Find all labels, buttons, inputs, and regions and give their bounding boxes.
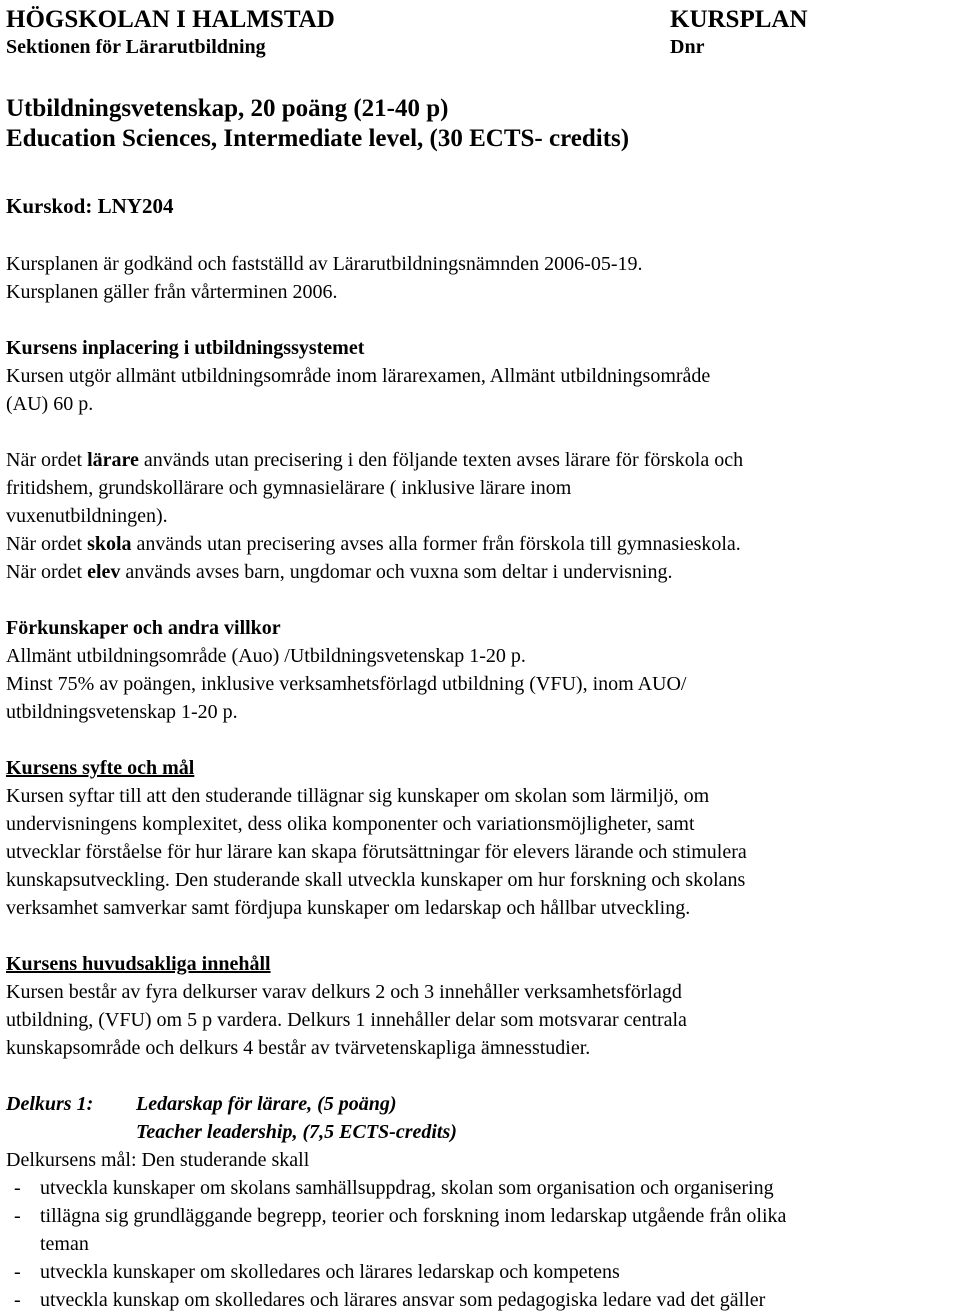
approval-line-1: Kursplanen är godkänd och fastställd av Lärarutbildningsnämnden 2006-05-19.	[6, 253, 643, 275]
aim-line-4: kunskapsutveckling. Den studerande skall utveckla kunskaper om hur forskning och skolans	[6, 869, 746, 891]
content-line-1: Kursen består av fyra delkurser varav delkurs 2 och 3 innehåller verksamhetsförlagd	[6, 981, 682, 1003]
goal-item	[6, 1202, 786, 1230]
definition-line-3: vuxenutbildningen).	[6, 505, 168, 527]
bullet-dash: -	[14, 1177, 21, 1199]
prerequisites-line-3: utbildningsvetenskap 1-20 p.	[6, 701, 238, 723]
goal-text: utveckla kunskap om skolledares och lärares ansvar som pedagogiska ledare vad det gäller	[40, 1289, 766, 1311]
aim-line-2: undervisningens komplexitet, dess olika komponenter och variationsmöjligheter, samt	[6, 813, 695, 835]
content-line-3: kunskapsområde och delkurs 4 består av tvärvetenskapliga ämnesstudier.	[6, 1037, 591, 1059]
bullet-dash: -	[14, 1261, 21, 1283]
delkurs1-title-sv: Ledarskap för lärare, (5 poäng)	[136, 1093, 397, 1115]
prerequisites-line-1: Allmänt utbildningsområde (Auo) /Utbildningsvetenskap 1-20 p.	[6, 645, 526, 667]
header-right	[670, 6, 808, 60]
header-left	[6, 6, 335, 60]
delkurs1-title-en: Teacher leadership, (7,5 ECTS-credits)	[136, 1121, 457, 1143]
course-code: Kurskod: LNY204	[6, 194, 174, 218]
document-type: KURSPLAN	[670, 6, 808, 33]
content-heading: Kursens huvudsakliga innehåll	[6, 953, 271, 975]
document-page	[6, 0, 956, 1311]
content-line-2: utbildning, (VFU) om 5 p vardera. Delkurs 1 innehåller delar som motsvarar centrala	[6, 1009, 687, 1031]
definition-line-1	[6, 446, 743, 474]
aim-heading: Kursens syfte och mål	[6, 757, 195, 779]
prerequisites-line-2: Minst 75% av poängen, inklusive verksamhetsförlagd utbildning (VFU), inom AUO/	[6, 673, 687, 695]
placement-heading: Kursens inplacering i utbildningssystemet	[6, 337, 365, 359]
goal-item	[6, 1286, 765, 1314]
placement-line-2: (AU) 60 p.	[6, 393, 94, 415]
course-title	[6, 94, 629, 154]
aim-line-5: verksamhet samverkar samt fördjupa kunskaper om ledarskap och hållbar utveckling.	[6, 897, 691, 919]
dnr-label: Dnr	[670, 36, 705, 58]
goal-item	[6, 1258, 620, 1286]
bullet-dash: -	[14, 1289, 21, 1311]
goal-text: utveckla kunskaper om skolledares och lärares ledarskap och kompetens	[40, 1261, 620, 1283]
placement-line-1: Kursen utgör allmänt utbildningsområde inom lärarexamen, Allmänt utbildningsområde	[6, 365, 711, 387]
def3-term: elev	[87, 561, 121, 583]
course-title-en: Education Sciences, Intermediate level, (30 ECTS- credits)	[6, 125, 630, 152]
def3-pre: När ordet	[6, 561, 88, 583]
def2-post: används utan precisering avses alla former från förskola till gymnasieskola.	[131, 533, 741, 555]
prerequisites-heading: Förkunskaper och andra villkor	[6, 617, 281, 639]
delkurs1-label: Delkurs 1:	[6, 1093, 94, 1115]
goal-item-continuation: teman	[40, 1233, 89, 1255]
def1-term: lärare	[87, 449, 139, 471]
goal-item	[6, 1174, 774, 1202]
definition-line-5	[6, 558, 673, 586]
def2-term: skola	[87, 533, 132, 555]
aim-line-1: Kursen syftar till att den studerande tillägnar sig kunskaper om skolan som lärmiljö, om	[6, 785, 710, 807]
definition-line-2: fritidshem, grundskollärare och gymnasielärare ( inklusive lärare inom	[6, 477, 572, 499]
def1-post: används utan precisering i den följande texten avses lärare för förskola och	[138, 449, 744, 471]
course-title-sv: Utbildningsvetenskap, 20 poäng (21-40 p)	[6, 95, 449, 122]
school-name: HÖGSKOLAN I HALMSTAD	[6, 6, 335, 33]
approval-line-2: Kursplanen gäller från vårterminen 2006.	[6, 281, 338, 303]
section-name: Sektionen för Lärarutbildning	[6, 36, 266, 58]
document-header	[6, 0, 956, 72]
goal-text: utveckla kunskaper om skolans samhällsuppdrag, skolan som organisation och organisering	[40, 1177, 774, 1199]
definition-line-4	[6, 530, 741, 558]
goal-text: tillägna sig grundläggande begrepp, teorier och forskning inom ledarskap utgående från olika	[40, 1205, 787, 1227]
def1-pre: När ordet	[6, 449, 88, 471]
bullet-dash: -	[14, 1205, 21, 1227]
delkurs1-goals-intro: Delkursens mål: Den studerande skall	[6, 1149, 310, 1171]
def3-post: används avses barn, ungdomar och vuxna som deltar i undervisning.	[120, 561, 673, 583]
def2-pre: När ordet	[6, 533, 88, 555]
aim-line-3: utvecklar förståelse för hur lärare kan skapa förutsättningar för elevers lärande och stimulera	[6, 841, 747, 863]
